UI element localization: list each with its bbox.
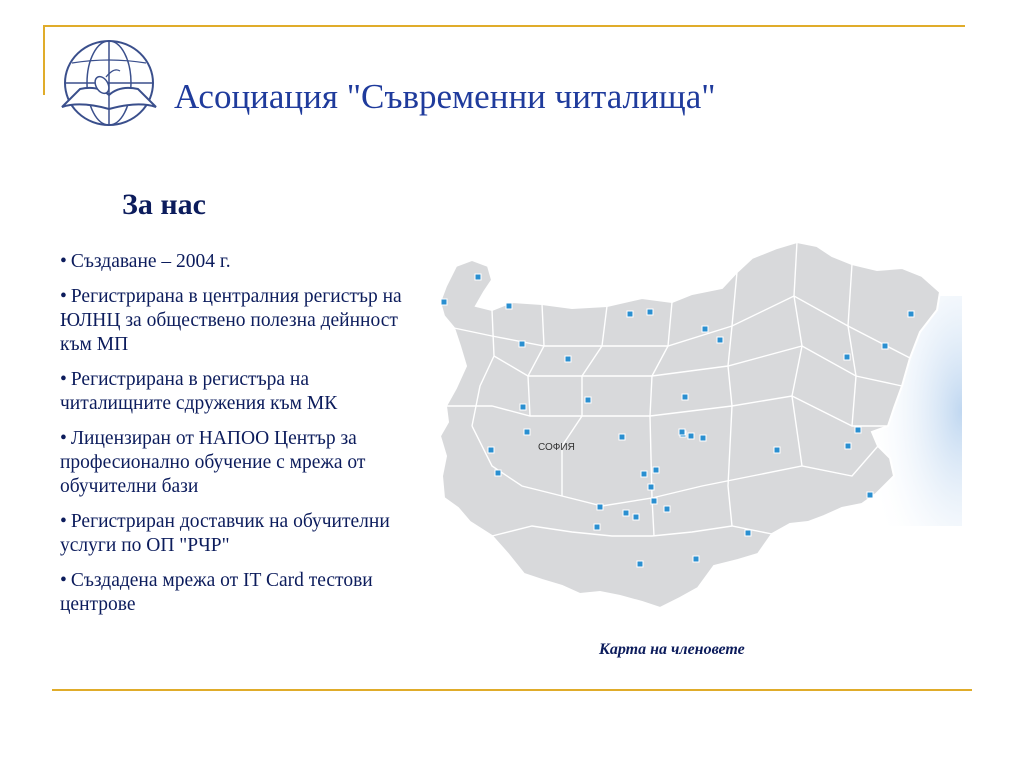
member-marker: [855, 427, 861, 433]
member-marker: [648, 484, 654, 490]
bullet-icon: •: [60, 570, 67, 591]
list-item-text: Регистрирана в централния регистър на ЮЛНЦ за общественo полезна дейнност към МП: [60, 286, 402, 355]
list-item-text: Регистриран доставчик на обучителни услуги по ОП "РЧР": [60, 511, 390, 556]
bullet-icon: •: [60, 286, 67, 307]
bottom-rule: [52, 689, 972, 691]
member-marker: [637, 561, 643, 567]
member-marker: [520, 404, 526, 410]
list-item: [60, 368, 410, 416]
section-heading: За нас: [122, 188, 206, 221]
member-marker: [774, 447, 780, 453]
member-marker: [845, 443, 851, 449]
member-marker: [908, 311, 914, 317]
member-marker: [679, 429, 685, 435]
list-item-text: Създадена мрежа от IT Card тестови центрове: [60, 570, 373, 615]
map-caption: Карта на членовете: [599, 641, 745, 658]
bullet-icon: •: [60, 251, 67, 272]
list-item: [60, 427, 410, 499]
list-item: [60, 510, 410, 558]
member-marker: [688, 433, 694, 439]
member-marker: [867, 492, 873, 498]
about-list: [60, 250, 410, 628]
country-shape: [440, 242, 940, 608]
member-marker: [633, 514, 639, 520]
member-marker: [519, 341, 525, 347]
member-marker: [475, 274, 481, 280]
globe-book-mouse-icon: [58, 37, 160, 129]
member-marker: [565, 356, 571, 362]
member-marker: [647, 309, 653, 315]
page-title: Асоциация "Съвременни читалища": [174, 77, 716, 116]
map-city-label: СОФИЯ: [538, 442, 575, 453]
member-marker: [641, 471, 647, 477]
member-marker: [682, 394, 688, 400]
member-marker: [623, 510, 629, 516]
member-marker: [441, 299, 447, 305]
member-marker: [700, 435, 706, 441]
member-marker: [653, 467, 659, 473]
list-item: [60, 250, 410, 274]
member-marker: [702, 326, 708, 332]
bullet-icon: •: [60, 369, 67, 390]
list-item: [60, 285, 410, 357]
bullet-icon: •: [60, 428, 67, 449]
member-marker: [651, 498, 657, 504]
member-marker: [594, 524, 600, 530]
bullet-icon: •: [60, 511, 67, 532]
member-marker: [882, 343, 888, 349]
list-item: [60, 569, 410, 617]
left-rule: [43, 25, 45, 95]
list-item-text: Регистрирана в регистъра на читалищните сдружения към МК: [60, 369, 338, 414]
list-item-text: Създаване – 2004 г.: [70, 251, 231, 272]
bulgaria-map: [432, 236, 962, 610]
member-marker: [488, 447, 494, 453]
member-marker: [524, 429, 530, 435]
member-marker: [495, 470, 501, 476]
member-marker: [619, 434, 625, 440]
member-marker: [717, 337, 723, 343]
list-item-text: Лицензиран от НАПОО Център за професионално обучение с мрежа от обучителни бази: [60, 428, 366, 497]
member-marker: [745, 530, 751, 536]
member-marker: [597, 504, 603, 510]
member-marker: [585, 397, 591, 403]
member-marker: [844, 354, 850, 360]
member-marker: [627, 311, 633, 317]
member-marker: [664, 506, 670, 512]
member-marker: [506, 303, 512, 309]
top-rule: [43, 25, 965, 27]
members-map: [432, 236, 962, 610]
member-marker: [693, 556, 699, 562]
